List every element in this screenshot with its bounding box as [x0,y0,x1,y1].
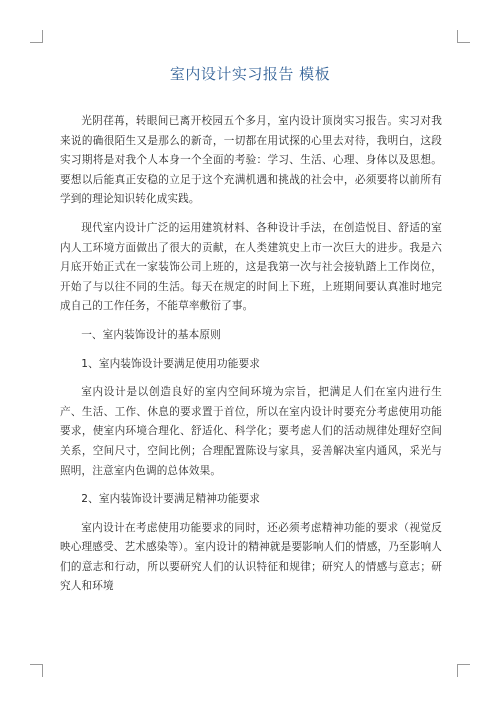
paragraph-spiritual-requirements: 室内设计在考虑使用功能要求的同时，还必须考虑精神功能的要求（视觉反映心理感受、艺术感染等）。室内设计的精神就是要影响人们的情感，乃至影响人们的意志和行动，所以要研究人们的认识特征和规律；研究人的情感与意志；研究人和环境 [60,521,442,593]
crop-mark-top-left [30,30,43,43]
subheading-spiritual-requirements: 2、室内装饰设计要满足精神功能要求 [81,493,260,506]
crop-mark-top-right [457,30,470,43]
document-title: 室内设计实习报告 模板 [169,65,331,83]
paragraph-modern-design: 现代室内设计广泛的运用建筑材料、各种设计手法，在创造悦目、舒适的室内人工环境方面做出了很大的贡献，在人类建筑史上市一次巨大的进步。我是六月底开始正式在一家装饰公司上班的，这是我第一次与社会接轨踏上工作岗位，开始了与以往不同的生活。每天在规定的时间上下班，上班期间要认真准时地完成自己的工作任务，不能草率敷衍了事。 [60,221,442,313]
document-body [60,112,442,606]
paragraph-functional-requirements: 室内设计是以创造良好的室内空间环境为宗旨，把满足人们在室内进行生产、生活、工作、休息的要求置于首位，所以在室内设计时要充分考虑使用功能要求，使室内环境合理化、舒适化、科学化；要考虑人们的活动规律处理好空间关系，空间尺寸，空间比例；合理配置陈设与家具，妥善解决室内通风，采光与照明，注意室内色调的总体效果。 [60,386,442,477]
section-heading-principles: 一、室内装饰设计的基本原则 [81,328,221,341]
paragraph-intro: 光阴荏苒，转眼间已离开校园五个多月，室内设计顶岗实习报告。实习对我来说的确很陌生又是那么的新奇，一切都在用试探的心里去对待，我明白，这段实习期将是对我个人本身一个全面的考验：学习、生活、心理、身体以及思想。要想以后能真正安稳的立足于这个充满机遇和挑战的社会中，必须要将以前所有学到的理论知识转化成实践。 [60,115,442,206]
subheading-functional-requirements: 1、室内装饰设计要满足使用功能要求 [81,357,260,370]
crop-mark-bottom-left [30,664,43,677]
crop-mark-bottom-right [457,664,470,677]
